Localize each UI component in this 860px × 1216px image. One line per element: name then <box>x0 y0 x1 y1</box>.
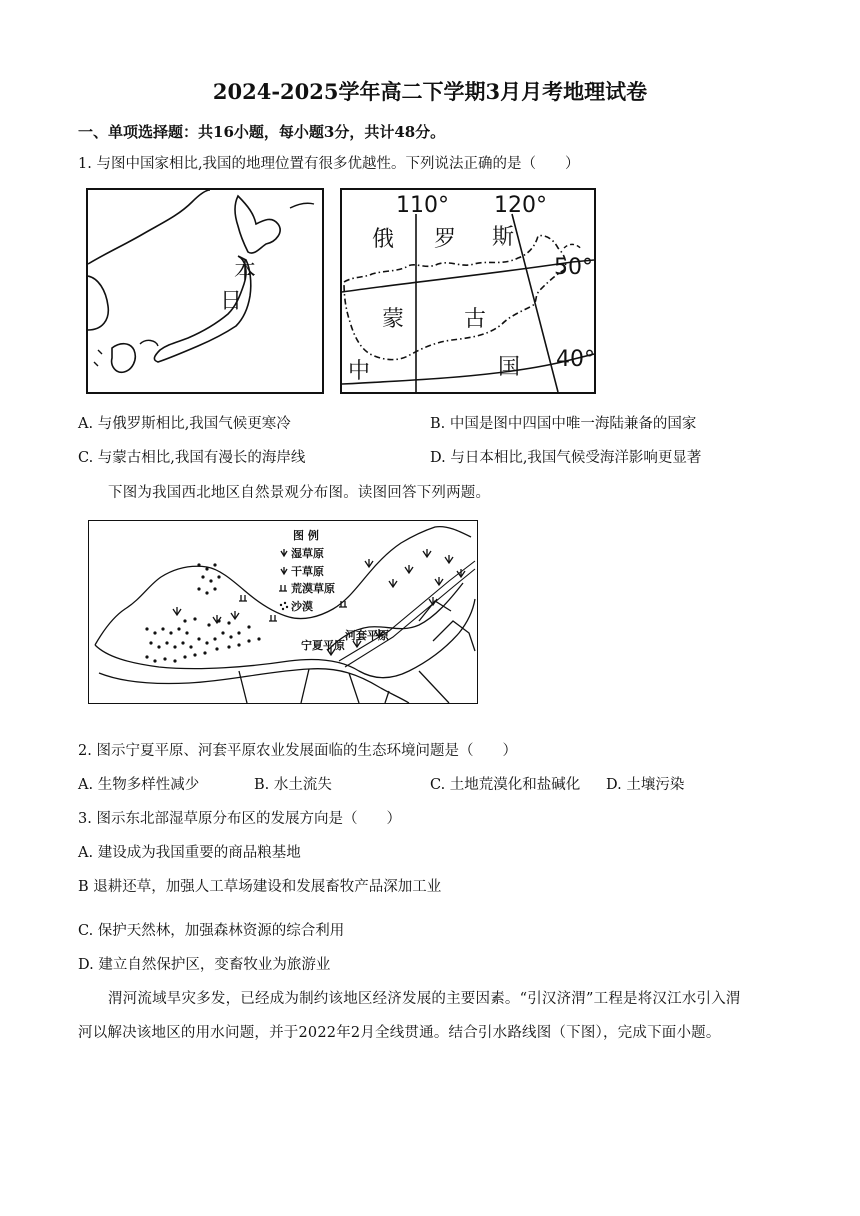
q2-option-d[interactable]: D. 土壤污染 <box>606 777 685 793</box>
section-heading: 一、单项选择题：共16小题，每小题3分，共计48分。 <box>78 123 446 141</box>
china-label-1: 中 <box>348 359 371 384</box>
q2-option-b[interactable]: B. 水土流失 <box>254 777 332 793</box>
q3-option-c[interactable]: C. 保护天然林，加强森林资源的综合利用 <box>78 923 345 939</box>
intro-q2-q3: 下图为我国西北地区自然景观分布图。读图回答下列两题。 <box>108 485 491 501</box>
china-label-2: 国 <box>498 355 521 380</box>
lat-50-label: 50° <box>554 255 593 280</box>
legend-desert: 沙漠 <box>291 600 313 613</box>
legend-desert-grassland: 荒漠草原 <box>291 582 335 595</box>
desert-grass-icon <box>279 585 287 591</box>
q1-option-b[interactable]: B. 中国是图中四国中唯一海陆兼备的国家 <box>430 416 697 432</box>
hetao-plain-label: 河套平原 <box>345 629 389 642</box>
russia-label-2: 罗 <box>434 227 457 252</box>
paragraph-line-1: 渭河流域旱灾多发，已经成为制约该地区经济发展的主要因素。“引汉济渭”工程是将汉江水引入渭 <box>108 991 741 1007</box>
mongolia-label-2: 古 <box>464 307 487 332</box>
japan-map <box>86 188 324 394</box>
russia-label-1: 俄 <box>372 227 395 252</box>
lon-120-label: 120° <box>494 193 547 218</box>
russia-label-3: 斯 <box>492 225 515 250</box>
lat-40-label: 40° <box>556 347 594 372</box>
q3-option-b[interactable]: B 退耕还草，加强人工草场建设和发展畜牧产品深加工业 <box>78 879 442 895</box>
q1-option-a[interactable]: A. 与俄罗斯相比,我国气候更寒冷 <box>78 416 291 432</box>
q2-option-c[interactable]: C. 土地荒漠化和盐碱化 <box>430 777 581 793</box>
japan-label-1: 日 <box>220 289 243 314</box>
japan-map-drawing <box>88 190 322 392</box>
q1-option-d[interactable]: D. 与日本相比,我国气候受海洋影响更显著 <box>430 450 702 466</box>
legend-wet-grassland: 湿草原 <box>291 547 324 560</box>
q3-option-d[interactable]: D. 建立自然保护区，变畜牧业为旅游业 <box>78 957 331 973</box>
paragraph-line-2: 河以解决该地区的用水问题，并于2022年2月全线贯通。结合引水路线图（下图），完成下面小题。 <box>78 1025 721 1041</box>
page-title: 2024-2025学年高二下学期3月月考地理试卷 <box>212 79 648 104</box>
desert-icon <box>280 602 288 610</box>
q3-option-a[interactable]: A. 建设成为我国重要的商品粮基地 <box>78 845 301 861</box>
q1-option-c[interactable]: C. 与蒙古相比,我国有漫长的海岸线 <box>78 450 306 466</box>
northwest-map <box>88 520 478 704</box>
legend-dry-grassland: 干草原 <box>291 565 324 578</box>
dry-grass-icon <box>281 567 287 574</box>
mongolia-map <box>340 188 596 394</box>
question-1-stem: 1. 与图中国家相比,我国的地理位置有很多优越性。下列说法正确的是（ ） <box>78 156 580 172</box>
wet-grass-icon <box>281 549 287 556</box>
japan-label-2: 本 <box>234 259 257 284</box>
ningxia-plain-label: 宁夏平原 <box>301 639 345 652</box>
mongolia-map-drawing <box>342 190 594 392</box>
legend-title: 图 例 <box>293 529 319 542</box>
question-2-stem: 2. 图示宁夏平原、河套平原农业发展面临的生态环境问题是（ ） <box>78 743 517 759</box>
q2-option-a[interactable]: A. 生物多样性减少 <box>78 777 200 793</box>
northwest-map-drawing <box>89 521 477 703</box>
map-legend <box>279 528 335 613</box>
desert-dots <box>145 563 260 662</box>
lon-110-label: 110° <box>396 193 449 218</box>
question-3-stem: 3. 图示东北部湿草原分布区的发展方向是（ ） <box>78 811 401 827</box>
mongolia-label-1: 蒙 <box>382 307 405 332</box>
